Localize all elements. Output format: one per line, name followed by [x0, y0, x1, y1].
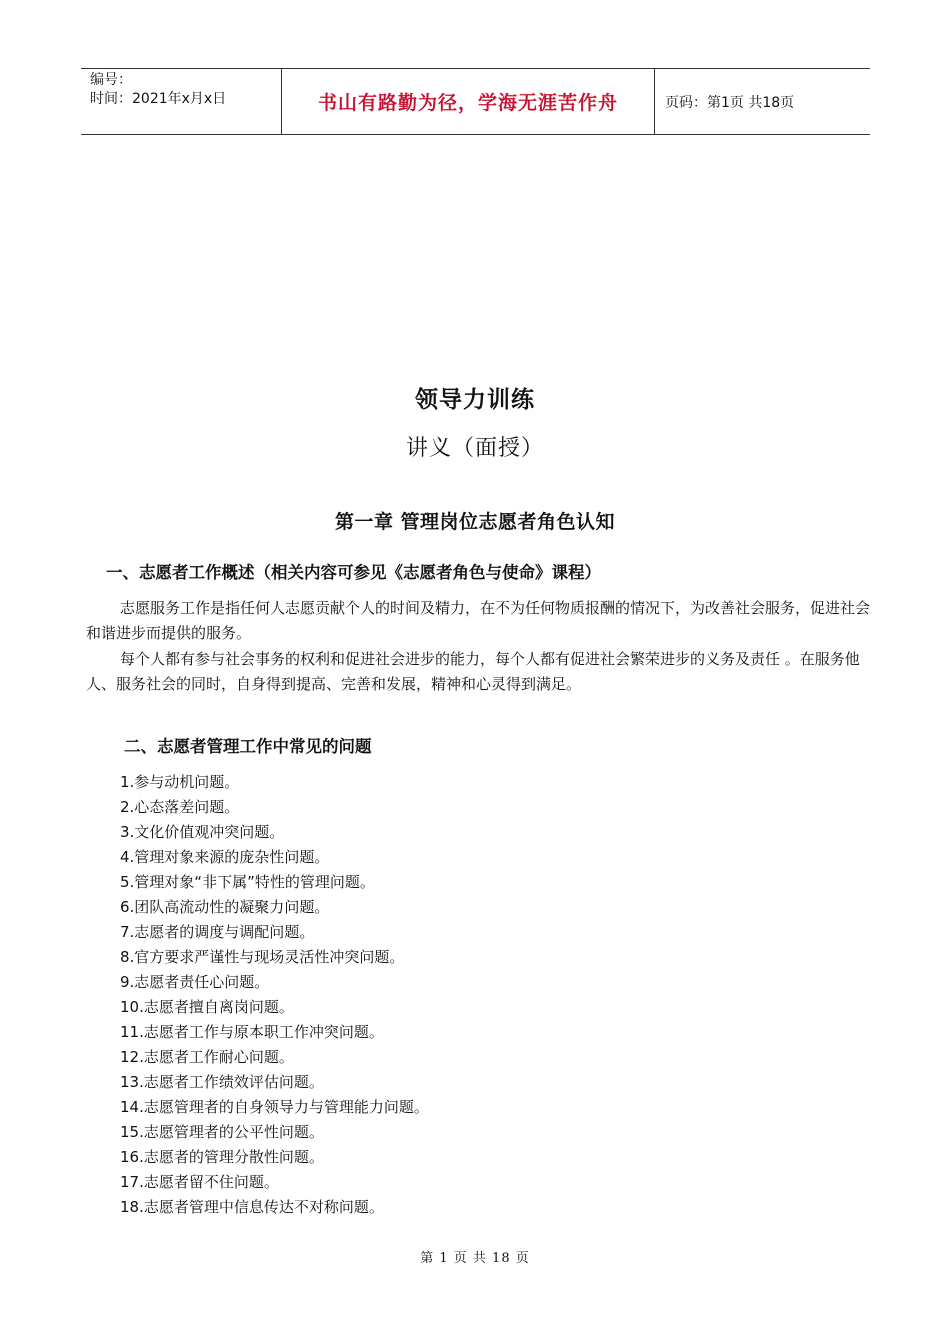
- list-item: 1.参与动机问题。: [120, 773, 240, 791]
- chapter-heading: 第一章 管理岗位志愿者角色认知: [334, 511, 616, 533]
- section-heading-overview: 一、志愿者工作概述（相关内容可参见《志愿者角色与使命》课程）: [106, 563, 601, 582]
- list-item: 17.志愿者留不住问题。: [120, 1173, 279, 1191]
- list-item: 11.志愿者工作与原本职工作冲突问题。: [120, 1023, 384, 1041]
- list-item: 4.管理对象来源的庞杂性问题。: [120, 848, 330, 866]
- list-item: 16.志愿者的管理分散性问题。: [120, 1148, 324, 1166]
- header-page-info: 页码：第1页 共18页: [665, 94, 795, 111]
- page-header: [81, 68, 870, 135]
- list-item: 2.心态落差问题。: [120, 798, 240, 816]
- list-item: 8.官方要求严谨性与现场灵活性冲突问题。: [120, 948, 405, 966]
- list-item: 12.志愿者工作耐心问题。: [120, 1048, 294, 1066]
- list-item: 6.团队高流动性的凝聚力问题。: [120, 898, 330, 916]
- list-item: 14.志愿管理者的自身领导力与管理能力问题。: [120, 1098, 429, 1116]
- page-footer: 第 1 页 共 18 页: [420, 1251, 530, 1266]
- list-item: 10.志愿者擅自离岗问题。: [120, 998, 294, 1016]
- list-item: 5.管理对象“非下属”特性的管理问题。: [120, 873, 375, 891]
- header-number-label: 编号：: [90, 72, 132, 88]
- paragraph: 志愿服务工作是指任何人志愿贡献个人的时间及精力，在不为任何物质报酬的情况下，为改善社会服务，促进社会和谐进步而提供的服务。: [86, 599, 871, 642]
- list-item: 7.志愿者的调度与调配问题。: [120, 923, 315, 941]
- document-subtitle: 讲义（面授）: [405, 436, 544, 461]
- header-time-label: 时间：2021年x月x日: [90, 91, 227, 107]
- section-heading-problems: 二、志愿者管理工作中常见的问题: [124, 737, 372, 756]
- document-title: 领导力训练: [415, 387, 535, 413]
- problem-list: [120, 770, 429, 1220]
- header-motto: 书山有路勤为径，学海无涯苦作舟: [281, 69, 655, 134]
- list-item: 15.志愿管理者的公平性问题。: [120, 1123, 324, 1141]
- list-item: 13.志愿者工作绩效评估问题。: [120, 1073, 324, 1091]
- list-item: 9.志愿者责任心问题。: [120, 973, 270, 991]
- list-item: 18.志愿者管理中信息传达不对称问题。: [120, 1198, 384, 1216]
- header-meta: [81, 69, 281, 134]
- list-item: 3.文化价值观冲突问题。: [120, 823, 285, 841]
- paragraph: 每个人都有参与社会事务的权利和促进社会进步的能力，每个人都有促进社会繁荣进步的义务及责任 。在服务他人、服务社会的同时，自身得到提高、完善和发展，精神和心灵得到满足。: [86, 650, 860, 693]
